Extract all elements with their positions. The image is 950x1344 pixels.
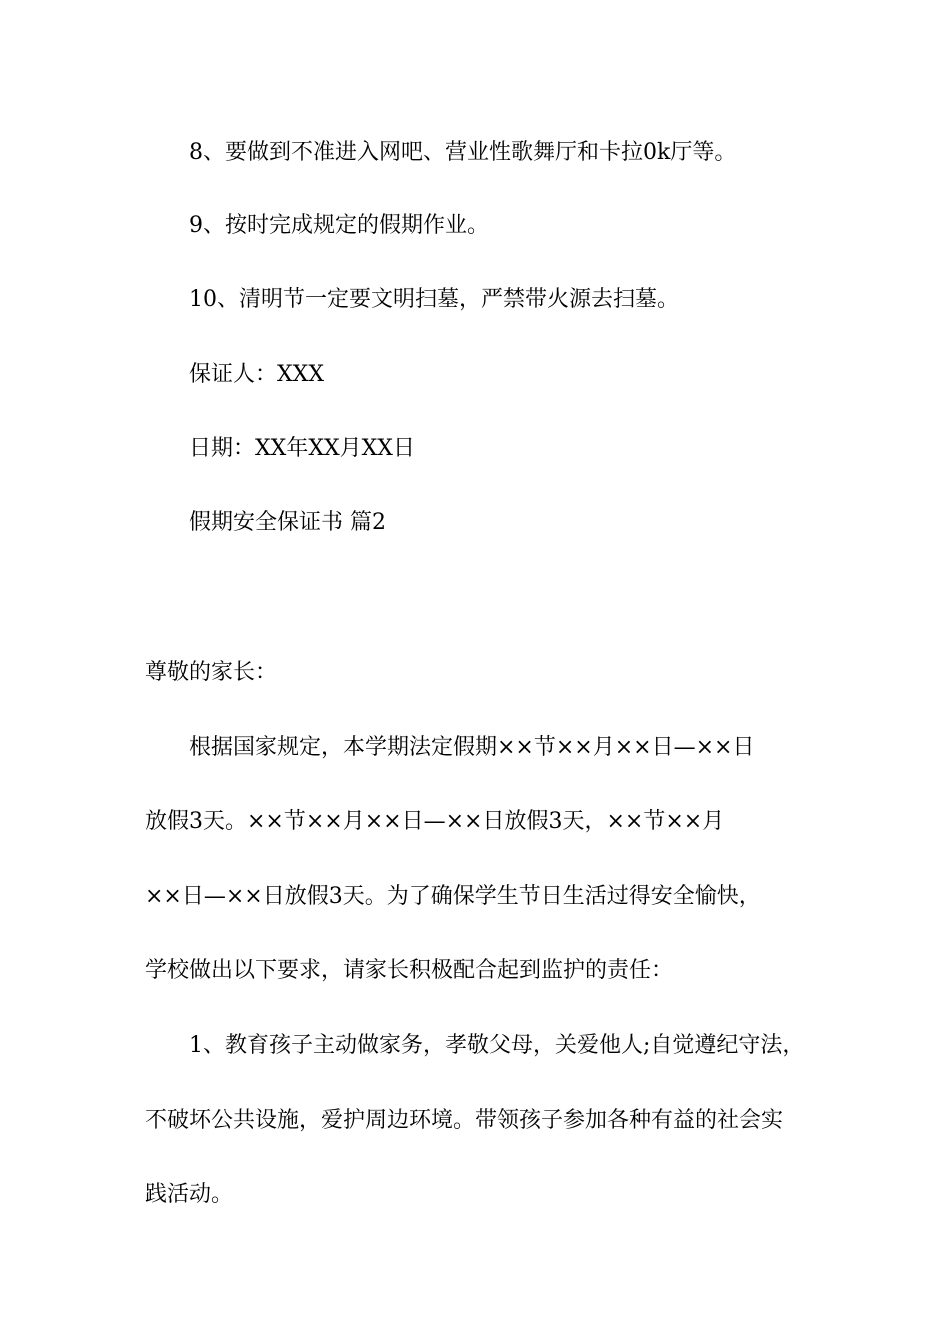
list-item-8: 8、要做到不准进入网吧、营业性歌舞厅和卡拉0k厅等。 bbox=[189, 140, 737, 165]
paragraph-line: 根据国家规定，本学期法定假期××节××月××日—××日 bbox=[189, 735, 755, 760]
salutation: 尊敬的家长： bbox=[145, 660, 278, 685]
paragraph-line: 学校做出以下要求，请家长积极配合起到监护的责任： bbox=[145, 958, 674, 983]
list-item-1: 1、教育孩子主动做家务，孝敬父母，关爱他人;自觉遵纪守法， bbox=[189, 1033, 805, 1058]
section-title: 假期安全保证书 篇2 bbox=[189, 510, 386, 535]
paragraph-line: 践活动。 bbox=[145, 1182, 234, 1207]
paragraph-line: 不破坏公共设施，爱护周边环境。带领孩子参加各种有益的社会实 bbox=[145, 1108, 784, 1133]
paragraph-line: ××日—××日放假3天。为了确保学生节日生活过得安全愉快， bbox=[145, 884, 761, 909]
paragraph-line: 放假3天。××节××月××日—××日放假3天，××节××月 bbox=[145, 809, 725, 834]
list-item-10: 10、清明节一定要文明扫墓，严禁带火源去扫墓。 bbox=[189, 287, 679, 312]
guarantor-line: 保证人：XXX bbox=[189, 362, 324, 387]
list-item-9: 9、按时完成规定的假期作业。 bbox=[189, 213, 489, 238]
date-line: 日期：XX年XX月XX日 bbox=[189, 436, 415, 461]
